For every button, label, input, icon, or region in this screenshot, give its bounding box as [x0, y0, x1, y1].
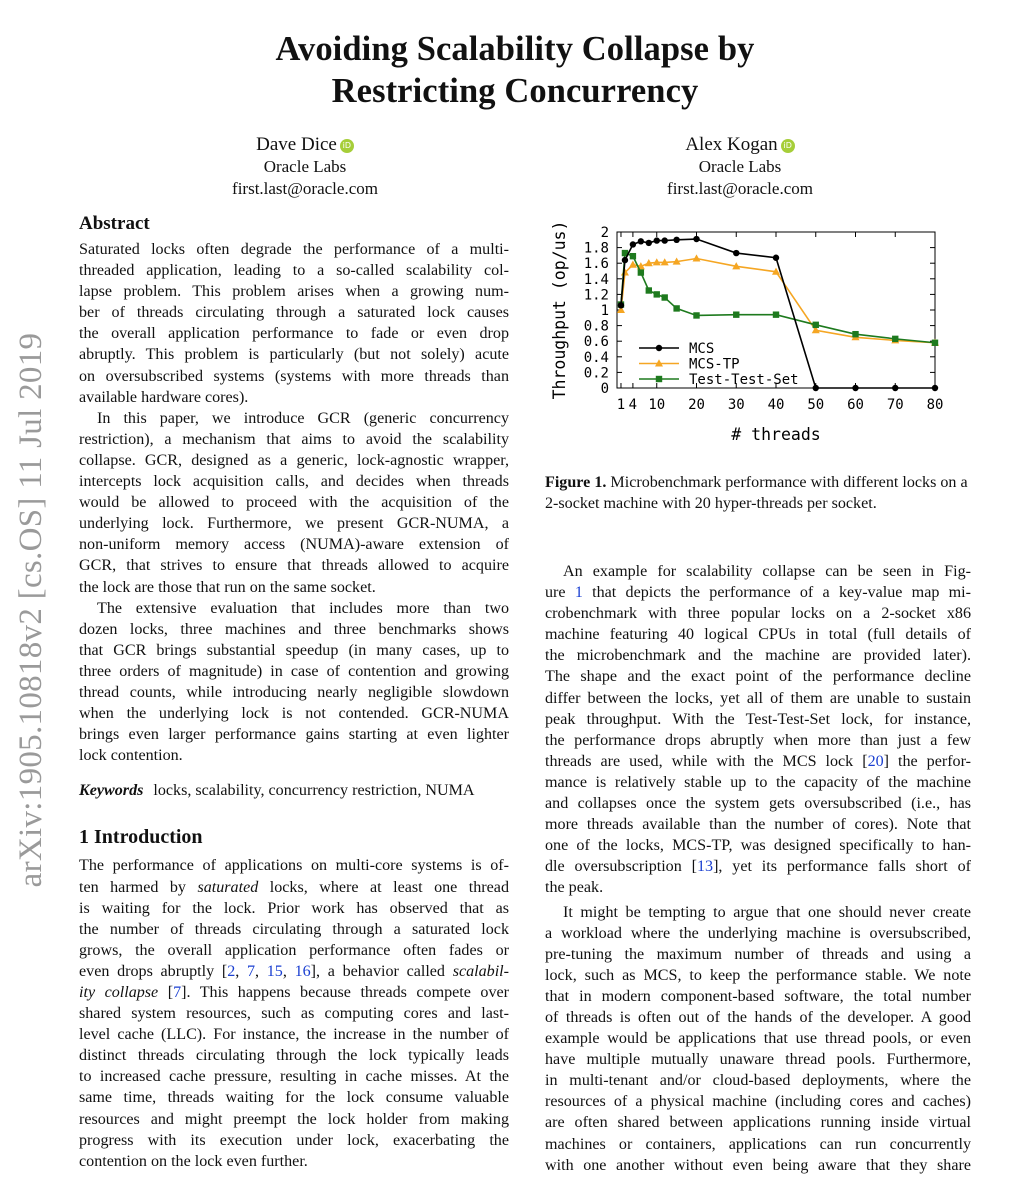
abstract-paragraph-3: The extensive evaluation that includes more than two dozen locks, three machines and three benchmarks shows that GCR brings substantial speedup (in many cases, up to three orders of magnitude) in case of contention and growing thread counts, while introducing nearly negligible slowdown when the underlying lock is not contended. GCR-NUMA brings even larger performance gains starting at even lighter lock contention.: [79, 599, 509, 765]
keywords-label: Keywords: [79, 782, 144, 800]
author-affiliation: Oracle Labs: [698, 157, 782, 176]
author-block-2: [640, 134, 840, 200]
x-tick-label: 30: [727, 397, 745, 413]
figure-reference-link[interactable]: 1: [574, 584, 583, 602]
citation-link[interactable]: 2: [227, 962, 236, 980]
data-point-test-test-set: [646, 287, 652, 293]
caption-label: Figure 1.: [545, 474, 607, 491]
x-tick-label: 10: [648, 397, 666, 413]
title-line-1: Avoiding Scalability Collapse by: [275, 30, 755, 68]
x-tick-label: 60: [847, 397, 864, 413]
data-point-mcs: [852, 385, 858, 391]
data-point-test-test-set: [733, 311, 739, 317]
y-axis-label: Throughput (op/us): [550, 220, 569, 400]
right-column: An example for scalability collapse can be seen in Fig- ure 1 that depicts the performance of a key-value map mi- crobenchmark with three popular locks on a 2-socket x86 machine featuring 40 logical CPUs in total (full details of the microbenchmark and the machine are provided later). The shape and the exact point of the performance decline differ between the locks, yet all of them are unable to sustain peak throughput. With the Test-Test-Set lock, for instance, the performance drops abruptly when more than just a few threads are used, while with the MCS lock [20] the perfor- mance is relatively stable up to the capacity of the machine and collapses once the system gets oversubscribed (i.e., has more threads available than the number of cores). Note that one of the locks, MCS-TP, was designed specifically to han- dle oversubscription [13], yet its performance falls short of the peak. It might be tempting to argue that one should never create a workload where the underlying machine is oversubscribed, pre-tuning the maximum number of threads and using a lock, such as MCS, to keep the performance stable. We note that in modern component-based software, the total number of threads is often out of the hands of the developer. A good example would be applications that use thread pools, or even have multiple mutually unaware thread pools. Furthermore, in multi-tenant and/or cloud-based deployments, where the resources of a physical machine (including cores and caches) are often shared between applications running inside virtual machines or containers, applications can run concurrently with one another without even being aware that they share: [545, 561, 971, 1176]
caption-text: Microbenchmark performance with different locks on a 2-socket machine with 20 hyper-threads per socket.: [545, 474, 968, 512]
x-tick-label: 4: [628, 397, 638, 413]
data-point-test-test-set: [673, 305, 679, 311]
legend-label: Test-Test-Set: [689, 372, 799, 388]
data-point-mcs: [622, 257, 628, 263]
x-tick-label: 1: [616, 397, 626, 413]
author-name: Alex Kogan: [685, 134, 778, 155]
author-name: Dave Dice: [256, 134, 337, 155]
keywords: [79, 780, 509, 801]
author-email: first.last@oracle.com: [667, 179, 813, 198]
citation-link[interactable]: 15: [266, 962, 283, 980]
author-email: first.last@oracle.com: [232, 179, 378, 198]
data-point-test-test-set: [892, 336, 898, 342]
y-tick-label: 1.2: [583, 287, 609, 304]
throughput-chart: [540, 218, 960, 450]
abstract-heading: Abstract: [79, 213, 150, 234]
citation-link[interactable]: 7: [173, 984, 182, 1001]
legend-label: MCS-TP: [689, 356, 740, 373]
data-point-test-test-set: [638, 269, 644, 275]
y-tick-label: 0.8: [583, 318, 609, 335]
x-tick-label: 50: [807, 397, 825, 413]
author-affiliation: Oracle Labs: [263, 157, 347, 176]
orcid-icon[interactable]: iD: [781, 139, 795, 153]
data-point-test-test-set: [932, 340, 938, 346]
data-point-mcs: [892, 385, 898, 391]
y-tick-label: 0.2: [583, 365, 609, 382]
author-block-1: [205, 134, 405, 200]
legend-label: MCS: [689, 341, 715, 357]
data-point-mcs: [638, 238, 644, 244]
data-point-test-test-set: [813, 322, 819, 328]
introduction-heading: 1 Introduction: [79, 826, 203, 849]
y-tick-label: 1: [600, 303, 609, 319]
data-point-test-test-set: [852, 331, 858, 337]
left-column: [79, 212, 509, 1172]
y-tick-label: 1.4: [583, 271, 609, 288]
paper-title: [0, 28, 1030, 112]
right-paragraph-2: It might be tempting to argue that one should never create a workload where the underlying machine is oversubscribed, pre-tuning the maximum number of threads and using a lock, such as MCS, to keep the performance stable. We note that in modern component-based software, the total number of threads is often out of the hands of the developer. A good example would be applications that use thread pools, or even have multiple mutually unaware thread pools. Furthermore, in multi-tenant and/or cloud-based deployments, where the resources of a physical machine (including cores and caches) are often shared between applications running inside virtual machines or containers, applications can run concurrently with one another without even being aware that they share: [545, 903, 971, 1174]
figure-caption: [545, 472, 985, 514]
x-tick-label: 40: [767, 397, 785, 413]
data-point-mcs: [733, 250, 739, 256]
y-tick-label: 0: [600, 381, 609, 397]
legend-marker: [656, 376, 662, 382]
arxiv-stamp-text: arXiv:1905.10818v2 [cs.OS] 11 Jul 2019: [13, 332, 49, 888]
data-point-test-test-set: [630, 253, 636, 259]
data-point-mcs: [813, 385, 819, 391]
citation-link[interactable]: 7: [246, 962, 256, 980]
abstract-paragraph-1: Saturated locks often degrade the performance of a multi- threaded application, leading to a so-called scalability col- lapse problem. This problem arises when a growing num- ber of threads circulating through a saturated lock causes the overall application performance to fade or even drop abruptly. This problem is particularly (but not solely) acute on oversubscribed systems (systems with more threads than available hardware cores).: [79, 241, 509, 406]
data-point-test-test-set: [654, 291, 660, 297]
x-tick-label: 70: [886, 397, 904, 413]
legend-marker: [656, 345, 662, 351]
title-line-2: Restricting Concurrency: [331, 72, 699, 110]
data-point-mcs: [773, 255, 779, 261]
orcid-icon[interactable]: iD: [340, 139, 354, 153]
data-point-mcs: [662, 237, 668, 243]
data-point-mcs-tp: [693, 254, 701, 261]
y-tick-label: 1.8: [583, 240, 609, 257]
citation-link[interactable]: 20: [867, 752, 884, 770]
data-point-mcs: [630, 241, 636, 247]
arxiv-margin-stamp: [6, 290, 56, 930]
data-point-mcs: [693, 236, 699, 242]
data-point-mcs: [673, 237, 679, 243]
data-point-mcs: [932, 385, 938, 391]
y-tick-label: 2: [600, 225, 609, 241]
data-point-mcs: [646, 240, 652, 246]
citation-link[interactable]: 16: [294, 962, 311, 980]
abstract-paragraph-2: In this paper, we introduce GCR (generic concurrency restriction), a mechanism that aims to avoid the scalability collapse. GCR, designed as a generic, lock-agnostic wrapper, intercepts lock acquisition calls, and decides when threads would be allowed to proceed with the acquisition of the underlying lock. Furthermore, we present GCR-NUMA, a non-uniform memory access (NUMA)-aware extension of GCR, that strives to ensure that threads allowed to acquire the lock are those that run on the same socket.: [79, 409, 509, 596]
y-tick-label: 0.4: [583, 349, 609, 366]
y-tick-label: 1.6: [583, 256, 609, 273]
x-tick-label: 80: [926, 397, 944, 413]
data-point-test-test-set: [693, 312, 699, 318]
data-point-test-test-set: [773, 311, 779, 317]
y-tick-label: 0.6: [583, 334, 609, 351]
data-point-test-test-set: [662, 294, 668, 300]
keywords-text: locks, scalability, concurrency restriction, NUMA: [153, 782, 475, 800]
data-point-mcs: [618, 302, 624, 308]
x-tick-label: 20: [688, 397, 705, 413]
data-point-mcs: [654, 237, 660, 243]
citation-link[interactable]: 13: [696, 858, 714, 876]
introduction-paragraph: The performance of applications on multi-core systems is of- ten harmed by saturated locks, where at least one thread is waiting for the lock. Prior work has observed that as the number of threads circulating through a saturated lock grows, the overall application performance often fades or even drops abruptly [2, 7, 15, 16], a behavior called scalabil- ity collapse [7]. This happens because threads compete over shared system resources, such as computing cores and last- level cache (LLC). For instance, the increase in the number of distinct threads circulating through the lock typically leads to increased cache pressure, resulting in cache misses. At the same time, threads waiting for the lock consume valuable resources and might preempt the lock holder from making progress with its execution under lock, exacerbating the contention on the lock even further.: [79, 857, 510, 1170]
x-axis-label: # threads: [731, 425, 821, 444]
